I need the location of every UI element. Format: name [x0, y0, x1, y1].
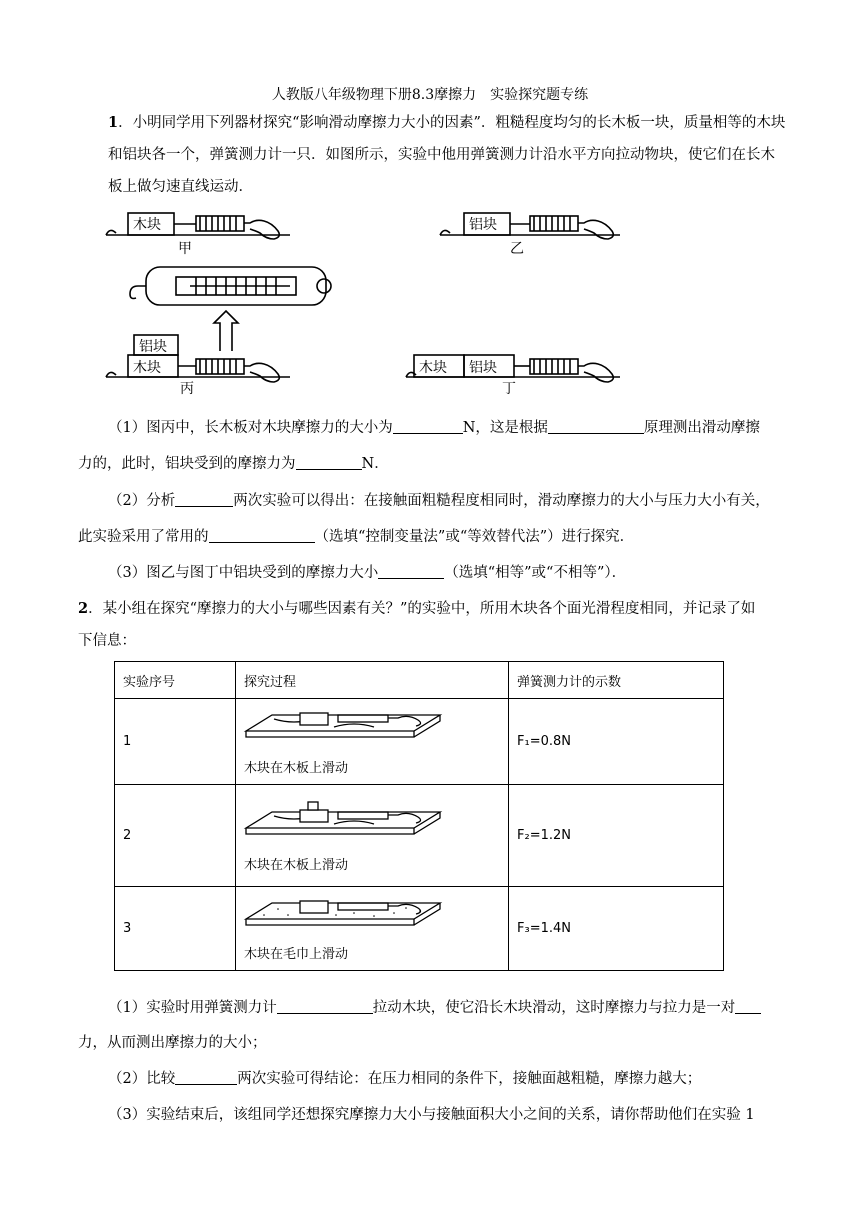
q1-part2-line2 [78, 525, 634, 546]
header-process: 探究过程 [236, 662, 509, 699]
q1-p2-text-b: 两次实验可以得出：在接触面粗糙程度相同时，滑动摩擦力的大小与压力大小有关， [233, 493, 770, 509]
q2-p1-text-b: 拉动木块，使它沿长木块滑动，这时摩擦力与拉力是一对 [372, 1000, 736, 1016]
q1-p1-text-d: 力的，此时，铝块受到的摩擦力为 [78, 456, 296, 472]
q1-stem-line3: 板上做匀速直线运动． [108, 179, 253, 195]
header-reading: 弹簧测力计的示数 [509, 662, 724, 699]
q1-p1-text-e: N． [361, 456, 389, 472]
fig-yi-caption: 乙 [510, 241, 524, 257]
q2-stem-line2: 下信息： [78, 633, 136, 649]
fig-jia-caption: 甲 [178, 241, 192, 257]
row2-apparatus-image [244, 798, 444, 846]
q2-p2-text-a: （2）比较 [108, 1071, 176, 1087]
q1-p1-blank2[interactable] [548, 419, 644, 434]
q1-p1-blank1[interactable] [393, 419, 463, 434]
fig-ding-caption: 丁 [502, 381, 516, 397]
q1-stem-line1 [108, 111, 785, 132]
q2-part1-line2: 力，从而测出摩擦力的大小； [78, 1035, 267, 1051]
row3-no: 3 [115, 887, 236, 971]
q1-p2-blank1[interactable] [175, 492, 233, 507]
row2-reading: F₂=1.2N [509, 785, 724, 887]
q2-stem-line1 [78, 597, 755, 618]
row3-reading: F₃=1.4N [509, 887, 724, 971]
q1-p3-blank[interactable] [378, 564, 444, 579]
q1-part3-line [108, 561, 626, 582]
q1-part2-line1 [108, 489, 770, 510]
header-no: 实验序号 [115, 662, 236, 699]
q2-part1-line1 [108, 996, 761, 1017]
q1-p2-text-c: 此实验采用了常用的 [78, 529, 209, 545]
table-row [115, 785, 724, 887]
q1-p1-text-a: （1）图丙中，长木板对木块摩擦力的大小为 [108, 420, 393, 436]
q1-p3-text-b: （选填“相等”或“不相等”）． [444, 565, 627, 581]
row3-process [236, 887, 509, 971]
row3-apparatus-image [244, 895, 444, 935]
fig-ding-alu-label: 铝块 [469, 360, 497, 376]
q1-p1-blank3[interactable] [296, 455, 362, 470]
q1-p2-blank2[interactable] [209, 528, 315, 543]
q2-p2-blank[interactable] [175, 1070, 237, 1085]
q1-p3-text-a: （3）图乙与图丁中铝块受到的摩擦力大小 [108, 565, 379, 581]
q2-part2-line [108, 1067, 701, 1088]
q2-p1-blank2[interactable] [735, 999, 761, 1014]
q1-part1-line2 [78, 452, 389, 473]
q1-p1-text-b: N，这是根据 [462, 420, 548, 436]
q1-p2-text-a: （2）分析 [108, 493, 176, 509]
page-title: 人教版八年级物理下册8.3摩擦力 实验探究题专练 [271, 87, 589, 103]
table-header-row [115, 662, 724, 699]
row2-caption: 木块在木板上滑动 [244, 858, 349, 873]
q1-stem-line2: 和铝块各一个，弹簧测力计一只．如图所示，实验中他用弹簧测力计沿水平方向拉动物块，使它们在长木 [108, 147, 775, 163]
table-row [115, 699, 724, 785]
q1-p1-text-c: 原理测出滑动摩擦 [643, 420, 760, 436]
q1-part1-line1 [108, 416, 760, 437]
q1-number: 1 [108, 114, 119, 131]
q2-part3-line: （3）实验结束后，该组同学还想探究摩擦力大小与接触面积大小之间的关系，请你帮助他们在实验 1 [108, 1107, 755, 1123]
table-row [115, 887, 724, 971]
row1-apparatus-image [244, 707, 444, 749]
fig-bing-wood-label: 木块 [133, 360, 161, 376]
q2-p1-text-a: （1）实验时用弹簧测力计 [108, 1000, 277, 1016]
fig-bing-alu-label: 铝块 [139, 339, 167, 355]
fig-yi-alu-label: 铝块 [469, 217, 497, 233]
q2-p2-text-b: 两次实验可得结论：在压力相同的条件下，接触面越粗糙，摩擦力越大； [237, 1071, 702, 1087]
q1-stem-text1: ．小明同学用下列器材探究“影响滑动摩擦力大小的因素”．粗糙程度均匀的长木板一块，质量相等的木块 [118, 115, 786, 131]
experiment-table [114, 661, 724, 971]
q1-p2-text-d: （选填“控制变量法”或“等效替代法”）进行探究． [314, 529, 635, 545]
fig-ding-wood-label: 木块 [419, 360, 447, 376]
q2-stem-text1: ．某小组在探究“摩擦力的大小与哪些因素有关？”的实验中，所用木块各个面光滑程度相同，并记录了如 [88, 601, 756, 617]
row1-caption: 木块在木板上滑动 [244, 761, 349, 776]
row3-caption: 木块在毛巾上滑动 [244, 947, 349, 962]
q1-figure [100, 205, 640, 397]
row1-reading: F₁=0.8N [509, 699, 724, 785]
q2-p1-blank1[interactable] [277, 999, 373, 1014]
fig-jia-wood-label: 木块 [133, 217, 161, 233]
row1-process [236, 699, 509, 785]
row1-no: 1 [115, 699, 236, 785]
row2-no: 2 [115, 785, 236, 887]
fig-bing-caption: 丙 [180, 381, 194, 397]
row2-process [236, 785, 509, 887]
q2-number: 2 [78, 600, 89, 617]
